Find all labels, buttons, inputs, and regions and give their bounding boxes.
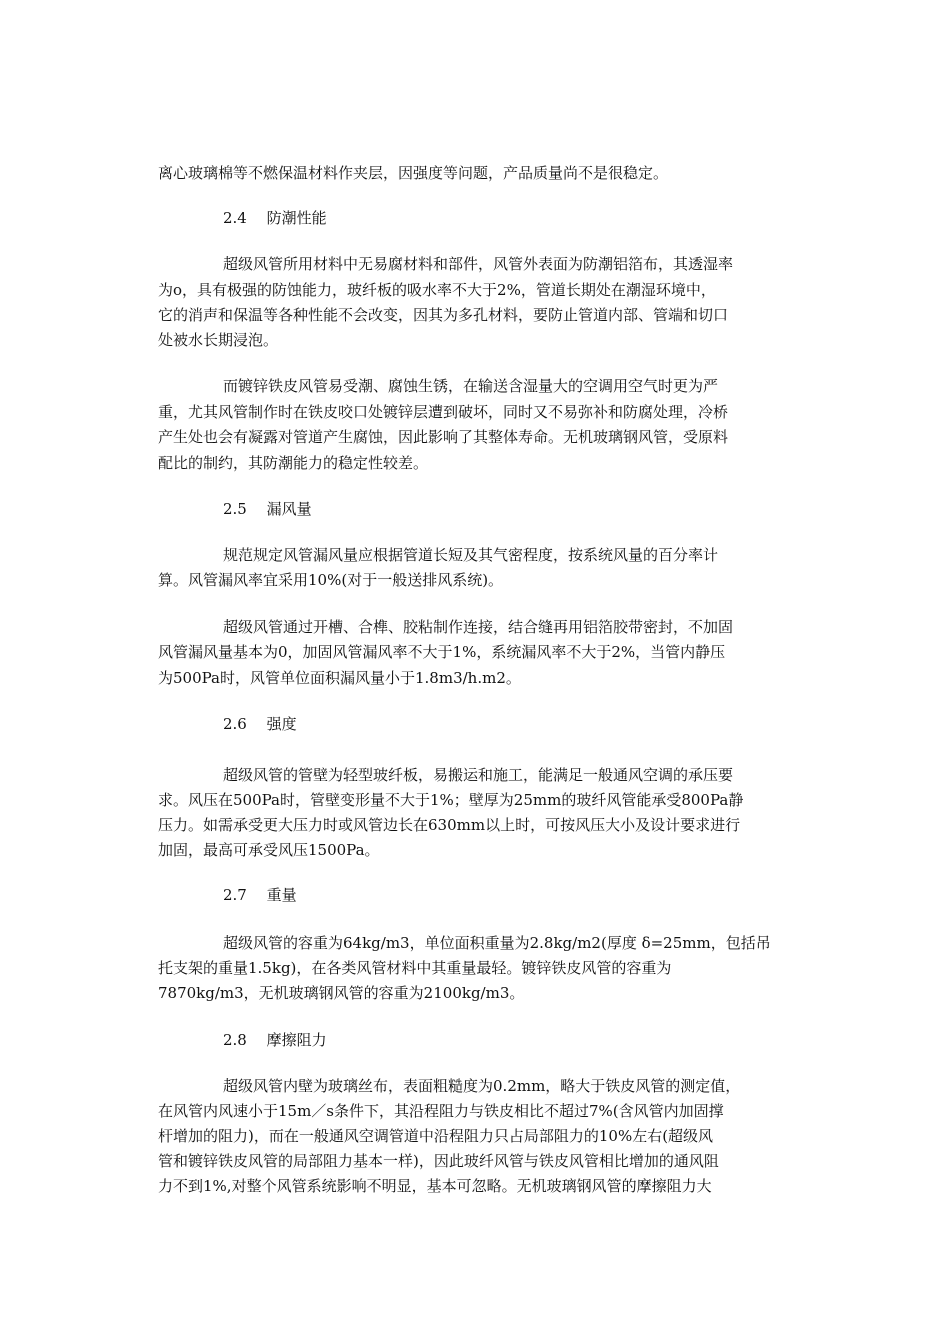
section-heading-2-4: 2.4 防潮性能 [223,209,327,227]
paragraph-line: 它的消声和保温等各种性能不会改变，因其为多孔材料，要防止管道内部、管端和切口 [158,306,729,324]
paragraph-line: 规范规定风管漏风量应根据管道长短及其气密程度，按系统风量的百分率计 [223,546,719,564]
paragraph-line: 为500Pa时，风管单位面积漏风量小于1.8m3/h.m2。 [158,669,521,687]
paragraph-line: 配比的制约，其防潮能力的稳定性较差。 [158,454,429,472]
paragraph-line: 超级风管的容重为64kg/m3，单位面积重量为2.8kg/m2(厚度 δ=25mm，包括吊 [223,934,771,952]
paragraph-line: 产生处也会有凝露对管道产生腐蚀，因此影响了其整体寿命。无机玻璃钢风管，受原料 [158,428,729,446]
paragraph-line: 力不到1%,对整个风管系统影响不明显，基本可忽略。无机玻璃钢风管的摩擦阻力大 [158,1177,712,1195]
section-heading-2-8: 2.8 摩擦阻力 [223,1031,327,1049]
paragraph-line: 托支架的重量1.5kg)，在各类风管材料中其重量最轻。镀锌铁皮风管的容重为 [158,959,672,977]
paragraph-line: 7870kg/m3，无机玻璃钢风管的容重为2100kg/m3。 [158,984,525,1002]
section-heading-2-5: 2.5 漏风量 [223,500,312,518]
paragraph-line: 超级风管通过开槽、合榫、胶粘制作连接，结合缝再用铝箔胶带密封，不加固 [223,618,734,636]
paragraph-line: 算。风管漏风率宜采用10%(对于一般送排风系统)。 [158,571,504,589]
paragraph-line: 在风管内风速小于15m／s条件下，其沿程阻力与铁皮相比不超过7%(含风管内加固撑 [158,1102,724,1120]
section-heading-2-7: 2.7 重量 [223,886,297,904]
paragraph-line: 杆增加的阻力)，而在一般通风空调管道中沿程阻力只占局部阻力的10%左右(超级风 [158,1127,714,1145]
paragraph-line: 超级风管所用材料中无易腐材料和部件，风管外表面为防潮铝箔布，其透湿率 [223,255,734,273]
paragraph-line: 超级风管的管壁为轻型玻纤板，易搬运和施工，能满足一般通风空调的承压要 [223,766,734,784]
paragraph-line: 而镀锌铁皮风管易受潮、腐蚀生锈，在输送含湿量大的空调用空气时更为严 [223,377,719,395]
paragraph-line: 处被水长期浸泡。 [158,331,279,349]
paragraph-line: 求。风压在500Pa时，管壁变形量不大于1%；壁厚为25mm的玻纤风管能承受800Pa静 [158,791,744,809]
paragraph-line: 风管漏风量基本为0，加固风管漏风率不大于1%，系统漏风率不大于2%，当管内静压 [158,643,726,661]
paragraph-line: 重，尤其风管制作时在铁皮咬口处镀锌层遭到破坏，同时又不易弥补和防腐处理，冷桥 [158,403,729,421]
paragraph-line: 加固，最高可承受风压1500Pa。 [158,841,380,859]
paragraph-line: 超级风管内壁为玻璃丝布，表面粗糙度为0.2mm，略大于铁皮风管的测定值， [223,1077,741,1095]
paragraph-line: 管和镀锌铁皮风管的局部阻力基本一样)，因此玻纤风管与铁皮风管相比增加的通风阻 [158,1152,719,1170]
paragraph-line: 为ο，具有极强的防蚀能力，玻纤板的吸水率不大于2%，管道长期处在潮湿环境中， [158,281,716,299]
paragraph-line: 压力。如需承受更大压力时或风管边长在630mm以上时，可按风压大小及设计要求进行 [158,816,741,834]
section-heading-2-6: 2.6 强度 [223,715,297,733]
paragraph-line: 离心玻璃棉等不燃保温材料作夹层，因强度等问题，产品质量尚不是很稳定。 [158,164,669,182]
